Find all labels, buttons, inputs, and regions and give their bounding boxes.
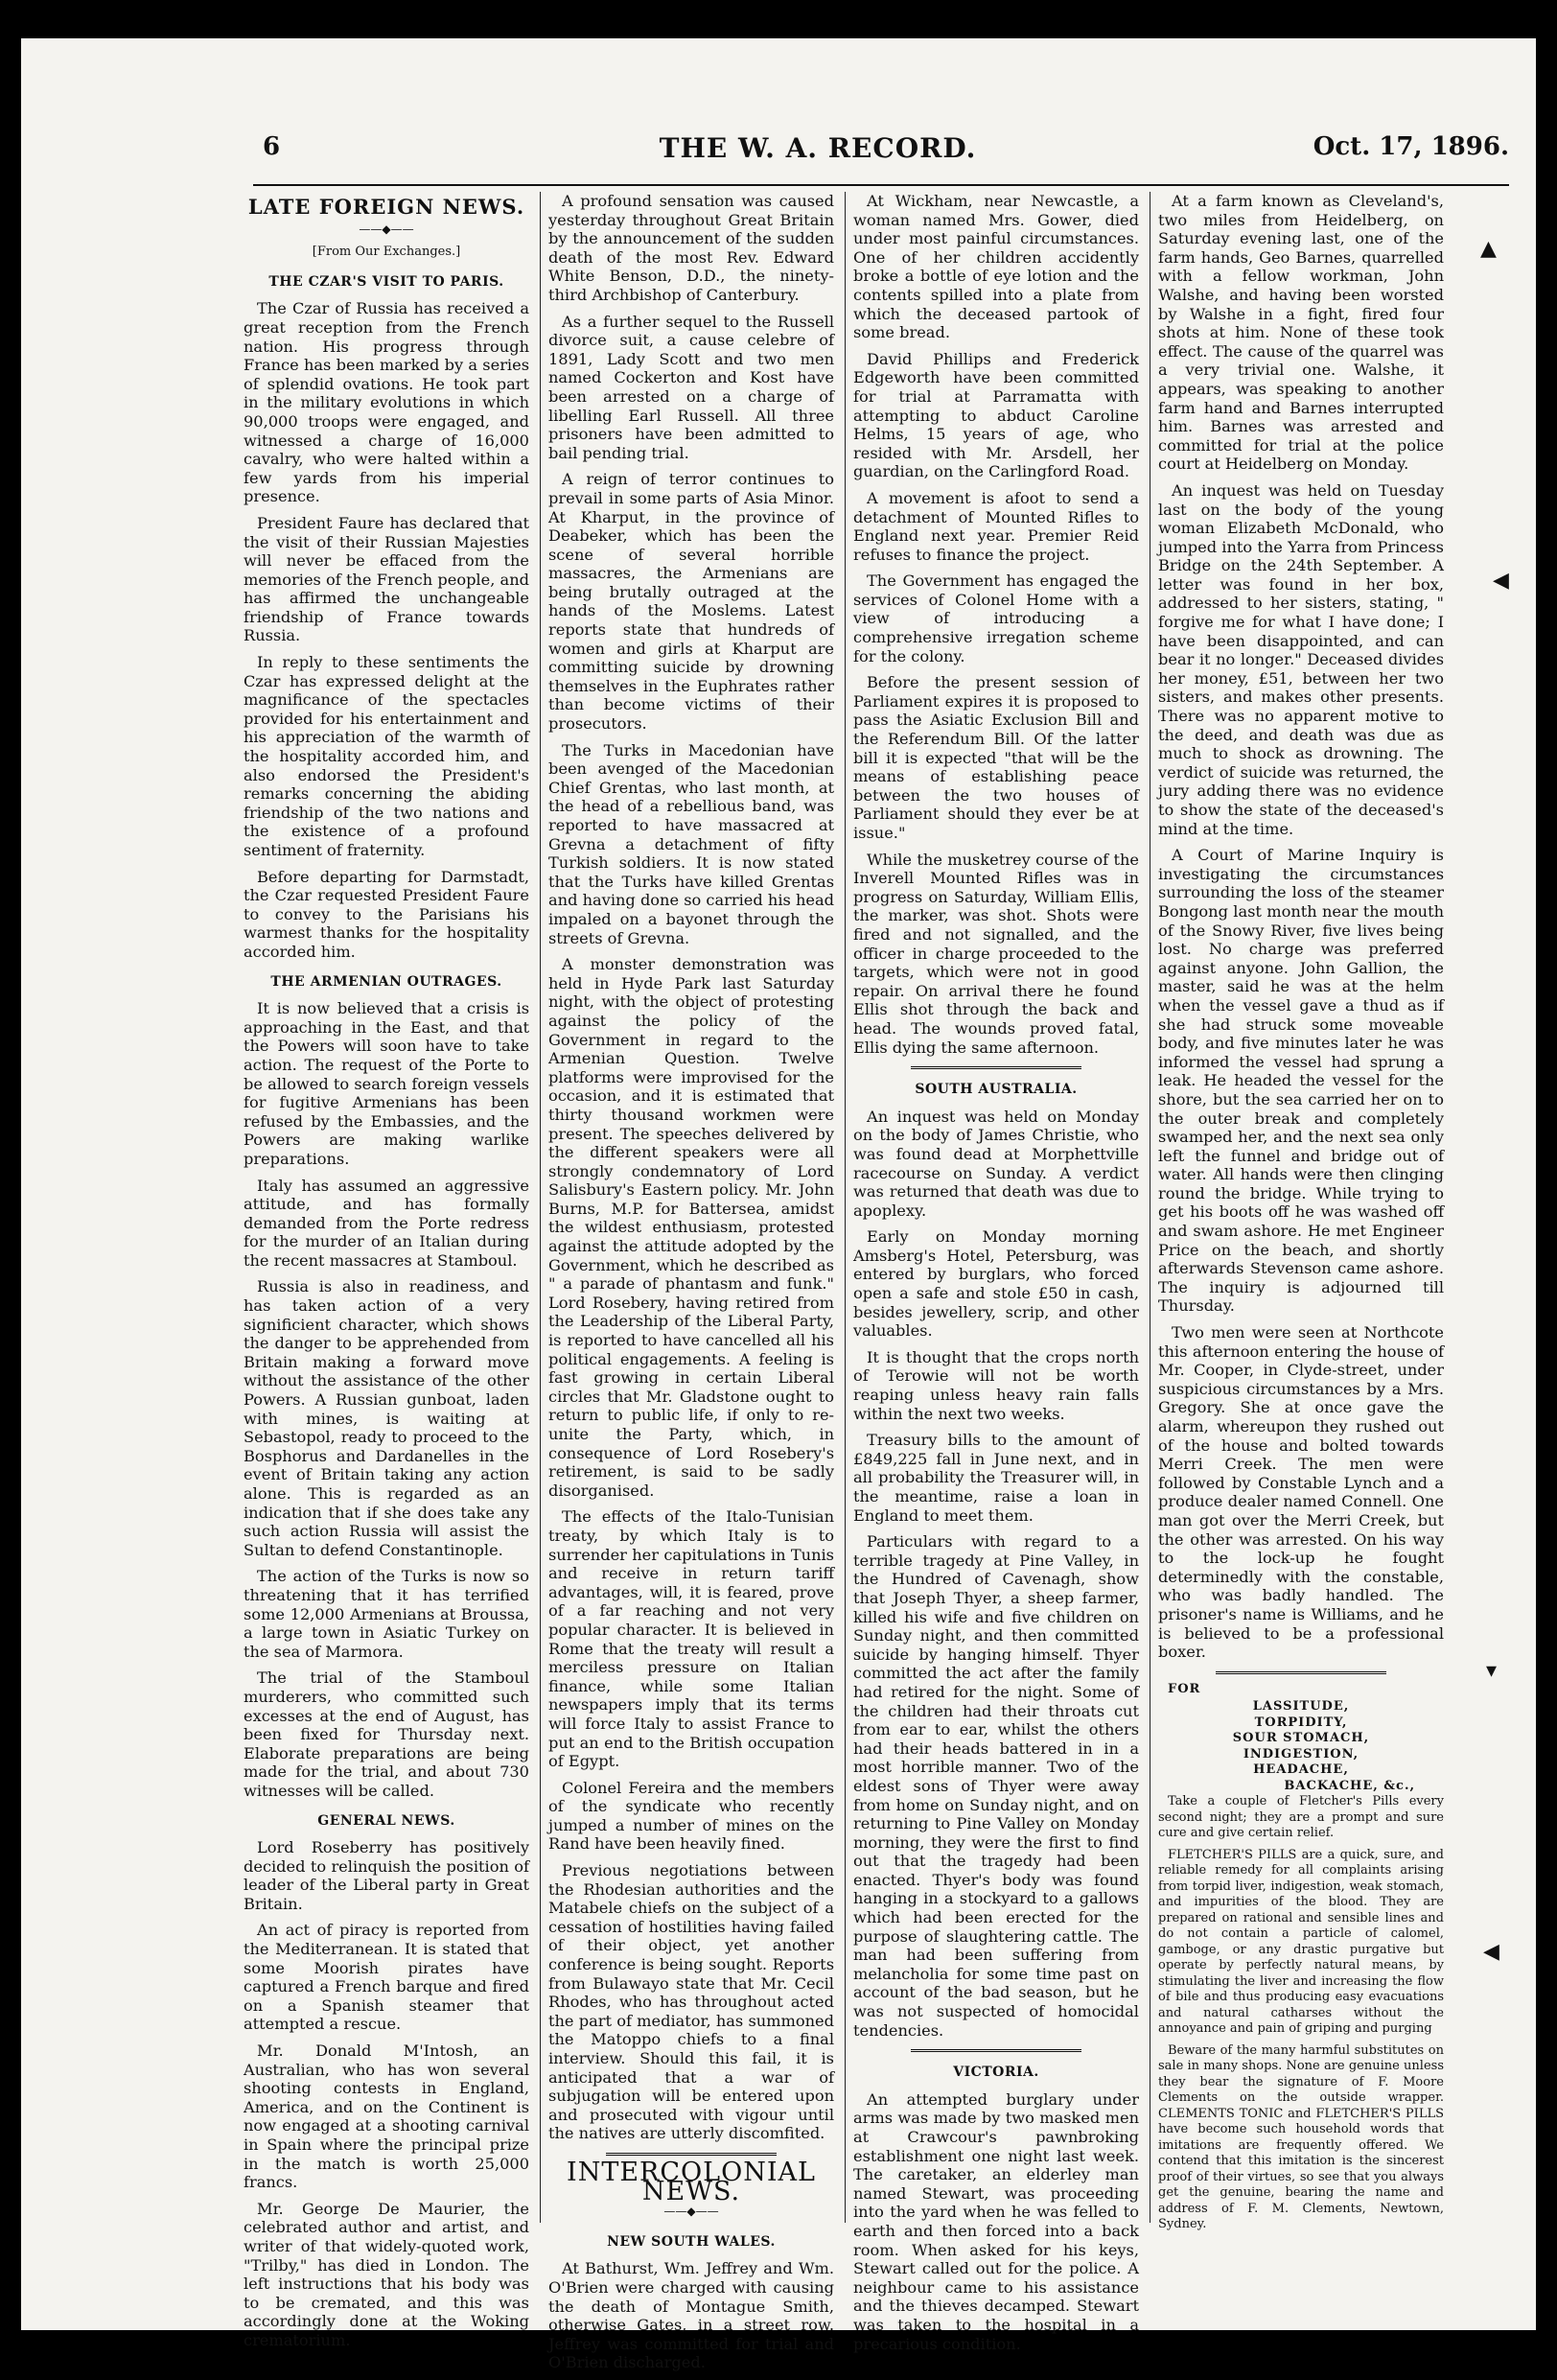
column-3: [853, 192, 1139, 2361]
ad-paragraph: FLETCHER'S PILLS are a quick, sure, and reliable remedy for all complaints arising from torpid liver, indigestion, weak stomach, and impurities of the blood. They are prepared on rational and sensible lines and do not contain a particle of calomel, gamboge, or any drastic purgative but operate by perfectly natural means, by stimulating the liver and increasing the flow of bile and thus producing easy evacuations and natural catharses without the annoyance and pain of griping and purging: [1158, 1847, 1444, 2037]
issue-date: Oct. 17, 1896.: [1313, 132, 1509, 161]
article-paragraph: At Bathurst, Wm. Jeffrey and Wm. O'Brien were charged with causing the death of Montague Smith, otherwise Gates, in a street row. Jeffrey was committed for trial and O'Brien discharged.: [548, 2259, 834, 2372]
article-paragraph: Treasury bills to the amount of £849,225 fall in June next, and in all probability the Treasurer will, in the meantime, raise a loan in England to meet them.: [853, 1431, 1139, 1525]
subheading: THE ARMENIAN OUTRAGES.: [270, 973, 502, 990]
ad-line: INDIGESTION,: [1243, 1746, 1359, 1762]
article-paragraph: The Czar of Russia has received a great reception from the French nation. His progress through France has been marked by a series of splendid ovations. He took part in the military evolutions in which 90,000 troops were engaged, and witnessed a charge of 16,000 cavalry, who were halted within a few yards from his imperial presence.: [244, 299, 529, 506]
article-paragraph: Russia is also in readiness, and has taken action of a very significient character, which shows the danger to be apprehended from Britain making a forward move without the assistance of the other Powers. A Russian gunboat, laden with mines, is waiting at Sebastopol, ready to proceed to the Bosphorus and Dardanelles in the event of Britain taking any action alone. This is regarded as an indication that if she does take any such action Russia will assist the Sultan to defend Constantinople.: [244, 1277, 529, 1559]
newspaper-page: [21, 38, 1536, 2372]
subheading: VICTORIA.: [953, 2065, 1039, 2081]
source-note: [From Our Exchanges.]: [312, 245, 461, 260]
subheading: THE CZAR'S VISIT TO PARIS.: [268, 273, 504, 290]
article-paragraph: A profound sensation was caused yesterday throughout Great Britain by the announcement of the sudden death of the most Rev. Edward White Benson, D.D., the ninety-third Archbishop of Canterbury.: [548, 192, 834, 304]
article-paragraph: President Faure has declared that the visit of their Russian Majesties will never be effaced from the memories of the French people, and has affirmed the unchangeable friendship of France towards Russia.: [244, 513, 529, 645]
article-paragraph: Before departing for Darmstadt, the Czar requested President Faure to convey to the Parisians his warmest thanks for the hospitality accorded him.: [244, 867, 529, 961]
subheading: NEW SOUTH WALES.: [607, 2233, 776, 2250]
article-paragraph: Mr. Donald M'Intosh, an Australian, who has won several shooting contests in England, America, and on the Continent is now engaged at a shooting carnival in Spain where the principal prize in the match is worth 25,000 francs.: [244, 2042, 529, 2192]
article-paragraph: A Court of Marine Inquiry is investigating the circumstances surrounding the loss of the steamer Bongong last month near the mouth of the Snowy River, five lives being lost. No charge was preferred against anyone. John Gallion, the master, said he was at the helm when the vessel gave a thud as if she had struck some moveable body, and five minutes later he was informed the vessel had sprung a leak. He headed the vessel for the shore, but the sea carried her on to the outer break and completely swamped her, and the next sea only left the funnel and bridge out of water. All hands were then clinging round the bridge. While trying to get his boots off he was washed off and swam ashore. He met Engineer Price on the beach, and shortly afterwards Stevenson came ashore. The inquiry is adjourned till Thursday.: [1158, 846, 1444, 1316]
column-rule: [845, 192, 846, 2223]
article-paragraph: Previous negotiations between the Rhodesian authorities and the Matabele chiefs on the subject of a cessation of hostilities having failed of their object, yet another conference is being sought. Reports from Bulawayo state that Mr. Cecil Rhodes, who has throughout acted the part of mediator, has summoned the Matoppo chiefs to a final interview. Should this fail, it is anticipated that a war of subjugation will be entered upon and prosecuted with vigour until the natives are utterly discomfited.: [548, 1861, 834, 2143]
ornament-divider: ——◆——: [359, 222, 414, 236]
ad-line: BACKACHE, &c.,: [1284, 1778, 1415, 1793]
column-rule: [540, 192, 541, 2223]
article-paragraph: An attempted burglary under arms was made by two masked men at Crawcour's pawnbroking establishment one night last week. The caretaker, an elderley man named Stewart, was proceeding into the yard when he was felled to earth and then forced into a back room. When asked for his keys, Stewart called out for the police. A neighbour came to his assistance and the thieves decamped. Stewart was taken to the hospital in a precarious condition.: [853, 2089, 1139, 2353]
ad-line: SOUR STOMACH,: [1232, 1731, 1370, 1746]
article-paragraph: At Wickham, near Newcastle, a woman named Mrs. Gower, died under most painful circumstances. One of her children accidently broke a bottle of eye lotion and the contents spilled into a plate from which the deceased partook of some bread.: [853, 192, 1139, 342]
ad-paragraph: Take a couple of Fletcher's Pills every second night; they are a prompt and sure cure and give certain relief.: [1158, 1794, 1444, 1841]
article-paragraph: The Government has engaged the services of Colonel Home with a view of introducing a comprehensive irregation scheme for the colony.: [853, 572, 1139, 665]
article-paragraph: In reply to these sentiments the Czar has expressed delight at the magnificance of the spectacles provided for his entertainment and his appreciation of the warmth of the hospitality accorded him, and also endorsed the President's remarks concerning the abiding friendship of the two nations and the existence of a profound sentiment of fraternity.: [244, 653, 529, 859]
ink-mark-icon: ◀: [1493, 569, 1509, 593]
article-paragraph: While the musketrey course of the Inverell Mounted Rifles was in progress on Saturday, William Ellis, the marker, was shot. Shots were fired and not signalled, and the officer in charge proceeded to the targets, which were not in good repair. On arrival there he found Ellis shot through the back and head. The wounds proved fatal, Ellis dying the same afternoon.: [853, 850, 1139, 1057]
ornament-divider: ——◆——: [663, 2205, 719, 2219]
subheading: SOUTH AUSTRALIA.: [915, 1082, 1078, 1098]
section-heading: LATE FOREIGN NEWS.: [247, 195, 525, 219]
masthead-title: THE W. A. RECORD.: [659, 132, 977, 164]
article-paragraph: Early on Monday morning Amsberg's Hotel, Petersburg, was entered by burglars, who forced open a safe and stole £50 in cash, besides jewellery, scrip, and other valuables.: [853, 1227, 1139, 1341]
article-paragraph: The action of the Turks is now so threatening that it has terrified some 12,000 Armenians at Broussa, a large town in Asiatic Turkey on the sea of Marmora.: [244, 1567, 529, 1661]
article-paragraph: It is thought that the crops north of Terowie will not be worth reaping unless heavy rain falls within the next two weeks.: [853, 1347, 1139, 1423]
advertisement: [1158, 1682, 1444, 2233]
section-heading: INTERCOLONIAL NEWS.: [567, 2157, 816, 2206]
article-paragraph: It is now believed that a crisis is approaching in the East, and that the Powers will soon have to take action. The request of the Porte to be allowed to search foreign vessels for fugitive Armenians has been refused by the Embassies, and the Powers are making warlike preparations.: [244, 999, 529, 1168]
ad-line: TORPIDITY,: [1254, 1715, 1348, 1730]
page-header: [127, 132, 1509, 180]
article-paragraph: Colonel Fereira and the members of the syndicate who recently jumped a number of mines on the Rand have been heavily fined.: [548, 1778, 834, 1854]
article-paragraph: Mr. George De Maurier, the celebrated author and artist, and writer of that widely-quoted work, "Trilby," has died in London. The left instructions that his body was to be cremated, and this was accordingly done at the Woking crematorium.: [244, 2199, 529, 2349]
article-paragraph: A reign of terror continues to prevail in some parts of Asia Minor. At Kharput, in the province of Deabeker, which has been the scene of several horrible massacres, the Armenians are being brutally outraged at the hands of the Moslems. Latest reports state that hundreds of women and girls at Kharput are committing suicide by drowning themselves in the Euphrates rather than become victims of their prosecutors.: [548, 470, 834, 734]
article-paragraph: The Turks in Macedonian have been avenged of the Macedonian Chief Grentas, who last month, at the head of a rebellious band, was reported to have massacred at Grevna a detachment of fifty Turkish soldiers. It is now stated that the Turks have killed Grentas and having done so carried his head impaled on a bayonet through the streets of Grevna.: [548, 740, 834, 947]
article-paragraph: A monster demonstration was held in Hyde Park last Saturday night, with the object of protesting against the policy of the Government in regard to the Armenian Question. Twelve platforms were improvised for the occasion, and it is estimated that thirty thousand workmen were present. The speeches delivered by the different speakers were all strongly condemnatory of Lord Salisbury's Eastern policy. Mr. John Burns, M.P. for Battersea, amidst the wildest enthusiasm, protested against the attitude adopted by the Government, which he described as " a parade of phantasm and funk." Lord Rosebery, having retired from the Leadership of the Liberal Party, is reported to have cancelled all his political engagements. A feeling is fast growing in certain Liberal circles that Mr. Gladstone ought to return to public life, if only to re-unite the Party, which, in consequence of Lord Rosebery's retirement, is said to be sadly disorganised.: [548, 955, 834, 1500]
section-divider: [606, 2153, 778, 2156]
ad-for: FOR: [1168, 1681, 1201, 1696]
article-paragraph: An inquest was held on Tuesday last on the body of the young woman Elizabeth McDonald, who jumped into the Yarra from Princess Bridge on the 24th September. A letter was found in her box, addressed to her sisters, stating, " forgive me for what I have done; I have been disappointed, and can bear it no longer." Deceased divides her money, £51, between her two sisters, and makes other presents. There was no apparent motive to the deed, and death was due as much to shock as drowning. The verdict of suicide was returned, the jury adding there was no evidence to show the state of the deceased's mind at the time.: [1158, 480, 1444, 838]
article-paragraph: Lord Roseberry has positively decided to relinquish the position of leader of the Liberal party in Great Britain.: [244, 1838, 529, 1913]
column-4: [1158, 192, 1444, 2239]
article-paragraph: A movement is afoot to send a detachment of Mounted Rifles to England next year. Premier Reid refuses to finance the project.: [853, 488, 1139, 564]
article-paragraph: Two men were seen at Northcote this afternoon entering the house of Mr. Cooper, in Clyde-street, under suspicious circumstances by a Mrs. Gregory. She at once gave the alarm, whereupon they rushed out of the house and bolted towards Merri Creek. The men were followed by Constable Lynch and a produce dealer named Connell. One man got over the Merri Creek, but the other was arrested. On his way to the lock-up he fought determinedly with the constable, who was badly handled. The prisoner's name is Williams, and he is believed to be a professional boxer.: [1158, 1323, 1444, 1662]
article-paragraph: The effects of the Italo-Tunisian treaty, by which Italy is to surrender her capitulations in Tunis and receive in return tariff advantages, will, it is feared, prove of a far reaching and not very popular character. It is believed in Rome that the treaty will result a merciless pressure on Italian finance, while some Italian newspapers imply that its terms will force Italy to assist France to put an end to the British occupation of Egypt.: [548, 1507, 834, 1771]
column-2: [548, 192, 834, 2380]
ink-mark-icon: ▲: [1480, 237, 1497, 261]
article-paragraph: Before the present session of Parliament expires it is proposed to pass the Asiatic Exclusion Bill and the Referendum Bill. Of the latter bill it is expected "that will be the means of establishing peace between the two houses of Parliament should they ever be at issue.": [853, 673, 1139, 842]
column-1: [244, 192, 529, 2358]
section-divider: [1216, 1671, 1387, 1674]
section-divider: [911, 1066, 1082, 1069]
ad-line: LASSITUDE,: [1252, 1699, 1350, 1715]
section-divider: [911, 2049, 1082, 2052]
subheading: GENERAL NEWS.: [317, 1812, 455, 1829]
article-paragraph: Italy has assumed an aggressive attitude, and has formally demanded from the Porte redress for the murder of an Italian during the recent massacres at Stamboul.: [244, 1176, 529, 1270]
article-paragraph: As a further sequel to the Russell divorce suit, a cause celebre of 1891, Lady Scott and two men named Cockerton and Kost have been arrested on a charge of libelling Earl Russell. All three prisoners have been admitted to bail pending trial.: [548, 312, 834, 462]
article-paragraph: An act of piracy is reported from the Mediterranean. It is stated that some Moorish pirates have captured a French barque and fired on a Spanish steamer that attempted a rescue.: [244, 1921, 529, 2034]
ad-line: HEADACHE,: [1253, 1762, 1349, 1778]
header-rule: [253, 184, 1509, 186]
article-paragraph: At a farm known as Cleveland's, two miles from Heidelberg, on Saturday evening last, one of the farm hands, Geo Barnes, quarrelled with a fellow workman, John Walshe, and having been worsted by Walshe in a fight, fired four shots at him. None of these took effect. The cause of the quarrel was a very trivial one. Walshe, it appears, was speaking to another farm hand and Barnes interrupted him. Barnes was arrested and committed for trial at the police court at Heidelberg on Monday.: [1158, 192, 1444, 474]
page-number: 6: [263, 132, 281, 161]
ad-paragraph: Beware of the many harmful substitutes on sale in many shops. None are genuine unless they bear the signature of F. Moore Clements on the outside wrapper. CLEMENTS TONIC and FLETCHER'S PILLS have become such household words that imitations are frequently offered. We contend that this imitation is the sincerest proof of their virtues, so see that you always get the genuine, bearing the name and address of F. M. Clements, Newtown, Sydney.: [1158, 2042, 1444, 2232]
article-paragraph: David Phillips and Frederick Edgeworth have been committed for trial at Parramatta with attempting to abduct Caroline Helms, 15 years of age, who resided with Mr. Arsdell, her guardian, on the Carlingford Road.: [853, 349, 1139, 481]
article-paragraph: An inquest was held on Monday on the body of James Christie, who was found dead at Morphettville racecourse on Sunday. A verdict was returned that death was due to apoplexy.: [853, 1107, 1139, 1220]
ink-mark-icon: ◀: [1483, 1940, 1499, 1964]
article-paragraph: The trial of the Stamboul murderers, who committed such excesses at the end of August, has been fixed for Thursday next. Elaborate preparations are being made for the trial, and about 730 witnesses will be called.: [244, 1668, 529, 1800]
ink-mark-icon: ▾: [1486, 1659, 1498, 1683]
article-paragraph: Particulars with regard to a terrible tragedy at Pine Valley, in the Hundred of Cavenagh, show that Joseph Thyer, a sheep farmer, killed his wife and five children on Sunday night, and then committed suicide by hanging himself. Thyer committed the act after the family had retired for the night. Some of the children had their throats cut from ear to ear, whilst the others had their heads battered in in a most horrible manner. Two of the eldest sons of Thyer were away from home on Sunday night, and on returning to Pine Valley on Monday morning, they were the first to find out that the tragedy had been enacted. Thyer's body was found hanging in a stockyard to a gallows which had been erected for the purpose of slaughtering cattle. The man had been suffering from melancholia for some time past on account of the bad season, but he was not suspected of homocidal tendencies.: [853, 1532, 1139, 2040]
